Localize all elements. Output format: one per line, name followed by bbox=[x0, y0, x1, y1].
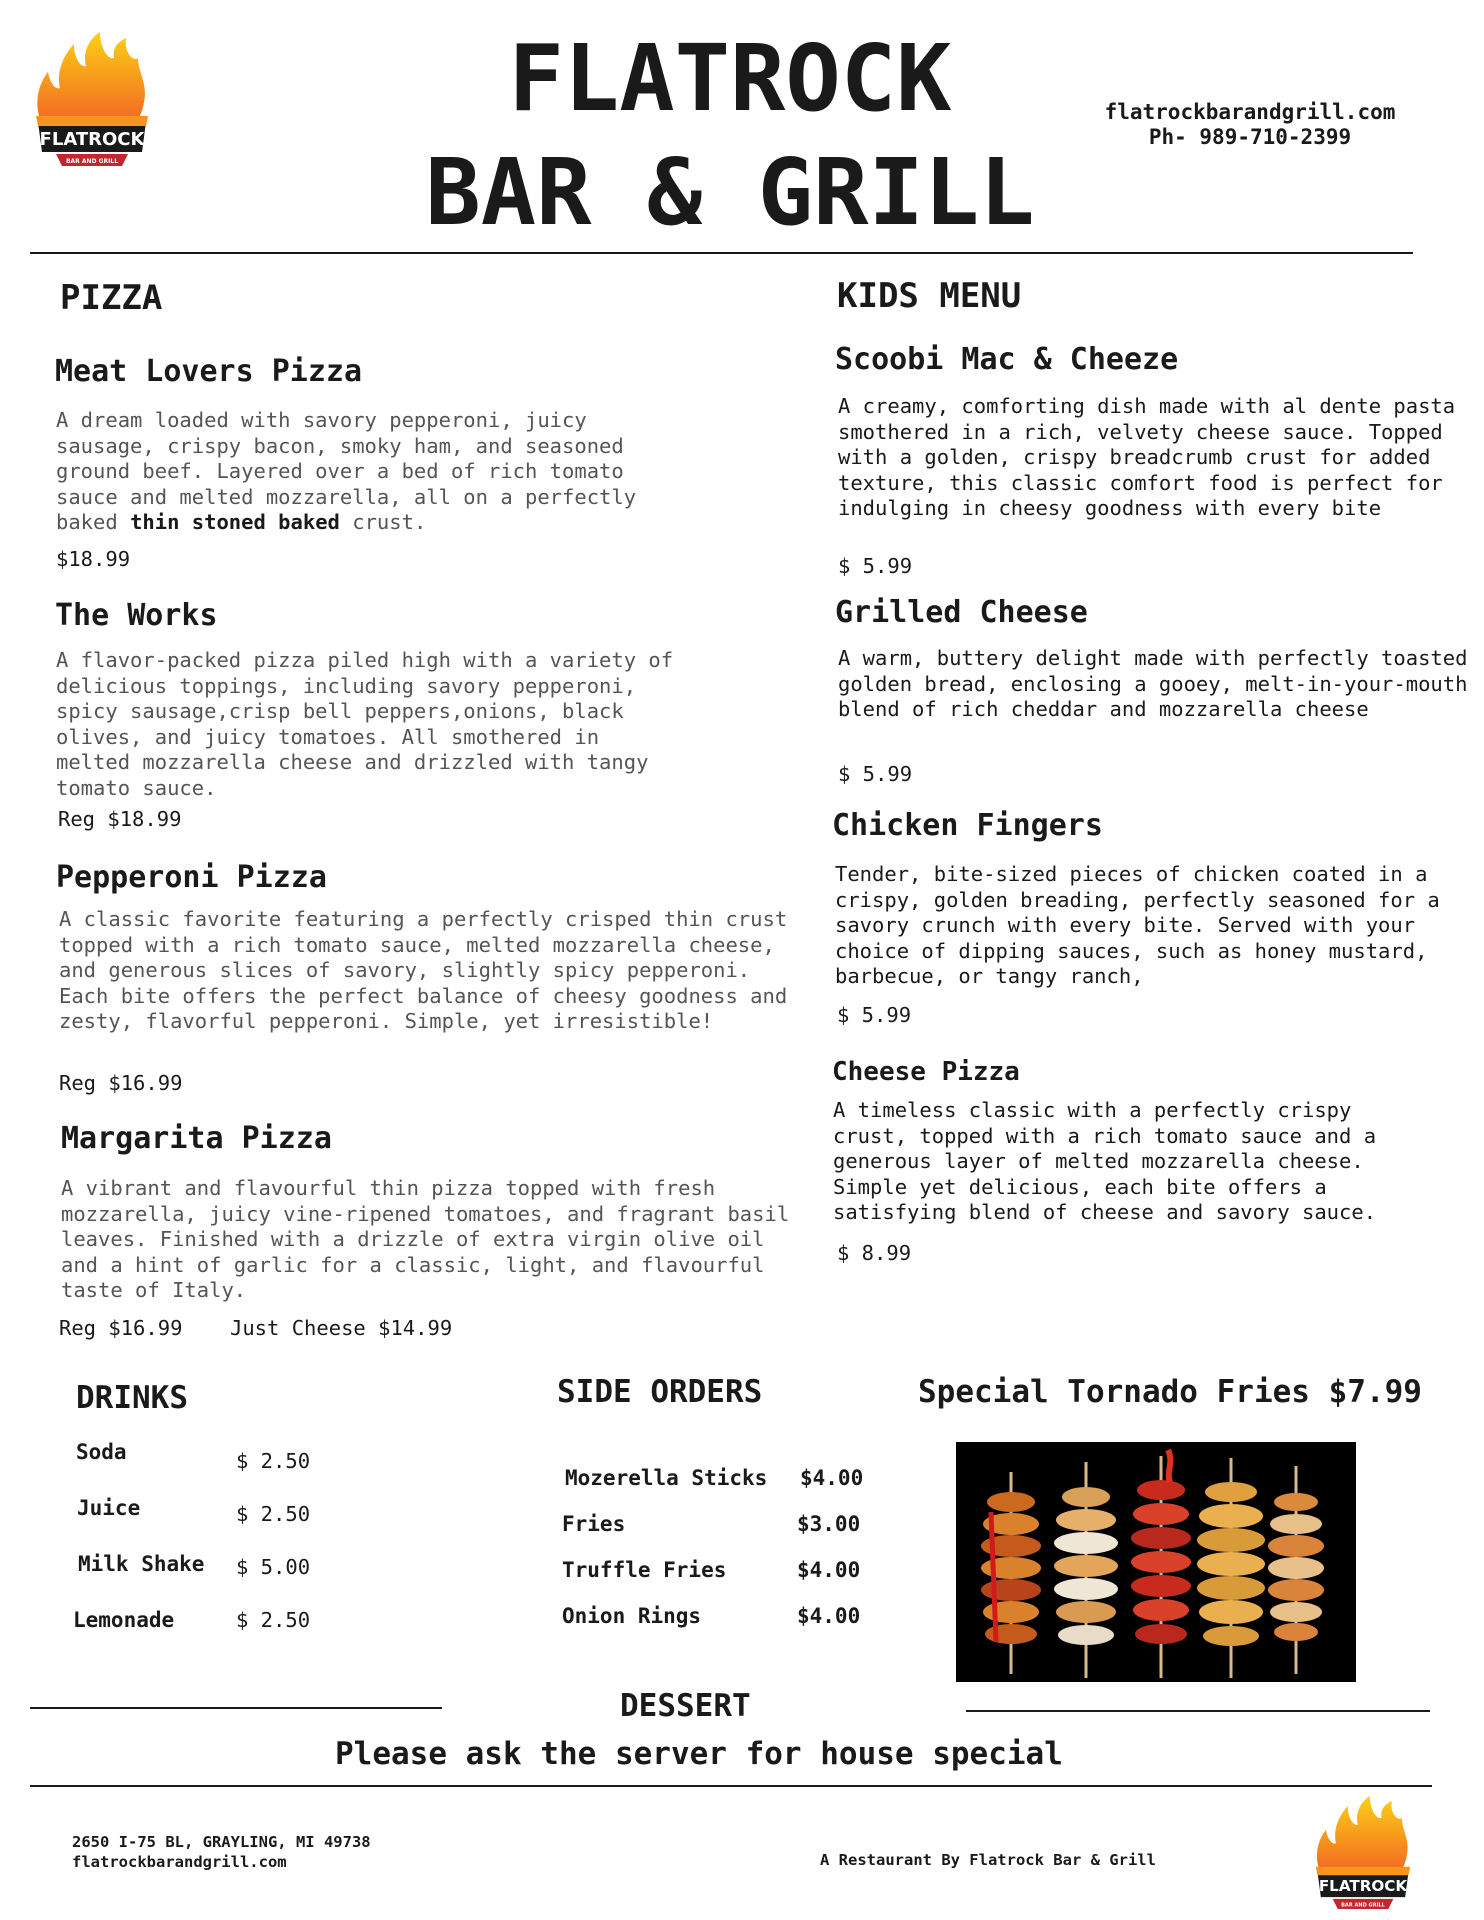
side-name: Mozerella Sticks bbox=[565, 1466, 768, 1490]
kids-item-name: Scoobi Mac & Cheeze bbox=[835, 342, 1179, 377]
kids-item-name: Chicken Fingers bbox=[832, 808, 1103, 843]
pizza-item-name: Pepperoni Pizza bbox=[56, 860, 327, 895]
logo-bottom bbox=[1308, 1796, 1418, 1914]
special-title: Special Tornado Fries $7.99 bbox=[918, 1374, 1422, 1410]
flame-logo-icon bbox=[30, 32, 154, 172]
title-line-1: FLATROCK bbox=[508, 25, 952, 132]
kids-item-name: Grilled Cheese bbox=[835, 595, 1088, 630]
pizza-heading: PIZZA bbox=[60, 278, 163, 318]
drink-price: $ 2.50 bbox=[236, 1502, 311, 1526]
drink-name: Juice bbox=[77, 1496, 141, 1520]
pizza-item-name: Margarita Pizza bbox=[61, 1121, 332, 1156]
drink-price: $ 5.00 bbox=[236, 1555, 311, 1579]
kids-item-price: $ 8.99 bbox=[837, 1241, 912, 1265]
footer-address: 2650 I-75 BL, GRAYLING, MI 49738 bbox=[72, 1833, 371, 1851]
pizza-item-name: Meat Lovers Pizza bbox=[55, 354, 363, 389]
kids-item-desc: Tender, bite-sized pieces of chicken coated in a crispy, golden breading, perfectly seasoned for a savory crunch with every bite. Served with your choice of dipping sauces, such as honey mustard, barbecue, or tangy ranch, bbox=[835, 862, 1440, 988]
tornado-fries-icon bbox=[956, 1442, 1356, 1682]
drink-price: $ 2.50 bbox=[236, 1608, 311, 1632]
header-divider bbox=[30, 252, 1413, 254]
dessert-left-rule bbox=[30, 1707, 442, 1709]
sides-heading: SIDE ORDERS bbox=[557, 1374, 763, 1410]
pizza-item-price-alt: Just Cheese $14.99 bbox=[230, 1316, 453, 1340]
title-line-2: BAR & GRILL bbox=[425, 139, 1035, 246]
pizza-item-name: The Works bbox=[55, 598, 218, 633]
kids-item-desc: A creamy, comforting dish made with al dente pasta smothered in a rich, velvety cheese sauce. Topped with a golden, crispy breadcrumb crust for added texture, this classic comfort food is perfect for indulging in cheesy goodness with every bite bbox=[838, 394, 1456, 520]
header-phone: Ph- 989-710-2399 bbox=[1148, 125, 1352, 149]
dessert-heading: DESSERT bbox=[620, 1688, 751, 1724]
side-price: $4.00 bbox=[800, 1466, 864, 1490]
kids-item-price: $ 5.99 bbox=[838, 762, 913, 786]
kids-heading: KIDS MENU bbox=[837, 276, 1022, 316]
dessert-right-rule bbox=[966, 1710, 1430, 1712]
kids-item-name: Cheese Pizza bbox=[832, 1057, 1020, 1087]
pizza-item-desc: A classic favorite featuring a perfectly crisped thin crust topped with a rich tomato sauce, melted mozzarella cheese, and generous slices of savory, slightly spicy pepperoni. Each bite offers the perfect balance of cheesy goodness and zesty, flavorful pepperoni. Simple, yet irresistible! bbox=[59, 907, 788, 1033]
pizza-item-price: Reg $16.99 bbox=[59, 1316, 183, 1340]
logo-text: FLATROCK bbox=[39, 129, 145, 150]
logo-subtext: BAR AND GRILL bbox=[65, 158, 119, 165]
drink-name: Milk Shake bbox=[78, 1552, 205, 1576]
side-price: $3.00 bbox=[797, 1512, 861, 1536]
footer-tagline: A Restaurant By Flatrock Bar & Grill bbox=[820, 1851, 1156, 1869]
side-price: $4.00 bbox=[797, 1604, 861, 1628]
side-name: Onion Rings bbox=[562, 1604, 702, 1628]
logo-text: FLATROCK bbox=[1318, 1877, 1408, 1896]
drink-name: Lemonade bbox=[73, 1608, 175, 1632]
kids-item-price: $ 5.99 bbox=[838, 554, 913, 578]
logo-subtext: BAR AND GRILL bbox=[1341, 1902, 1385, 1909]
side-name: Truffle Fries bbox=[562, 1558, 727, 1582]
drink-name: Soda bbox=[76, 1440, 127, 1464]
dessert-note: Please ask the server for house special bbox=[335, 1736, 1063, 1772]
drinks-heading: DRINKS bbox=[76, 1380, 188, 1416]
pizza-item-price: $18.99 bbox=[56, 547, 131, 571]
tornado-fries-photo bbox=[956, 1442, 1356, 1682]
footer-website[interactable]: flatrockbarandgrill.com bbox=[72, 1853, 287, 1871]
kids-item-price: $ 5.99 bbox=[837, 1003, 912, 1027]
side-name: Fries bbox=[562, 1512, 626, 1536]
kids-item-desc: A timeless classic with a perfectly crispy crust, topped with a rich tomato sauce and a generous layer of melted mozzarella cheese. Simple yet delicious, each bite offers a satisfying blend of cheese and savory sauce. bbox=[833, 1098, 1377, 1224]
pizza-item-price: Reg $16.99 bbox=[59, 1071, 183, 1095]
flame-logo-icon bbox=[1308, 1796, 1418, 1914]
side-price: $4.00 bbox=[797, 1558, 861, 1582]
drink-price: $ 2.50 bbox=[236, 1449, 311, 1473]
pizza-item-desc: A dream loaded with savory pepperoni, juicy sausage, crispy bacon, smoky ham, and seasoned ground beef. Layered over a bed of rich tomato sauce and melted mozzarella, all on a perfectly baked thin stoned baked crust. bbox=[56, 408, 637, 534]
logo-top bbox=[30, 32, 154, 172]
kids-item-desc: A warm, buttery delight made with perfectly toasted golden bread, enclosing a gooey, melt-in-your-mouth blend of rich cheddar and mozzarella cheese bbox=[838, 646, 1468, 721]
header-website[interactable]: flatrockbarandgrill.com bbox=[1104, 100, 1396, 124]
pizza-item-desc: A vibrant and flavourful thin pizza topped with fresh mozzarella, juicy vine-ripened tomatoes, and fragrant basil leaves. Finished with a drizzle of extra virgin olive oil and a hint of garlic for a classic, light, and flavourful taste of Italy. bbox=[61, 1176, 790, 1302]
pizza-item-desc: A flavor-packed pizza piled high with a variety of delicious toppings, including savory pepperoni, spicy sausage,crisp bell peppers,onions, black olives, and juicy tomatoes. All smothered in melted mozzarella cheese and drizzled with tangy tomato sauce. bbox=[56, 648, 674, 800]
thin-crust-emphasis: thin stoned baked bbox=[130, 510, 340, 534]
footer-divider bbox=[30, 1785, 1432, 1787]
pizza-item-price: Reg $18.99 bbox=[58, 807, 182, 831]
